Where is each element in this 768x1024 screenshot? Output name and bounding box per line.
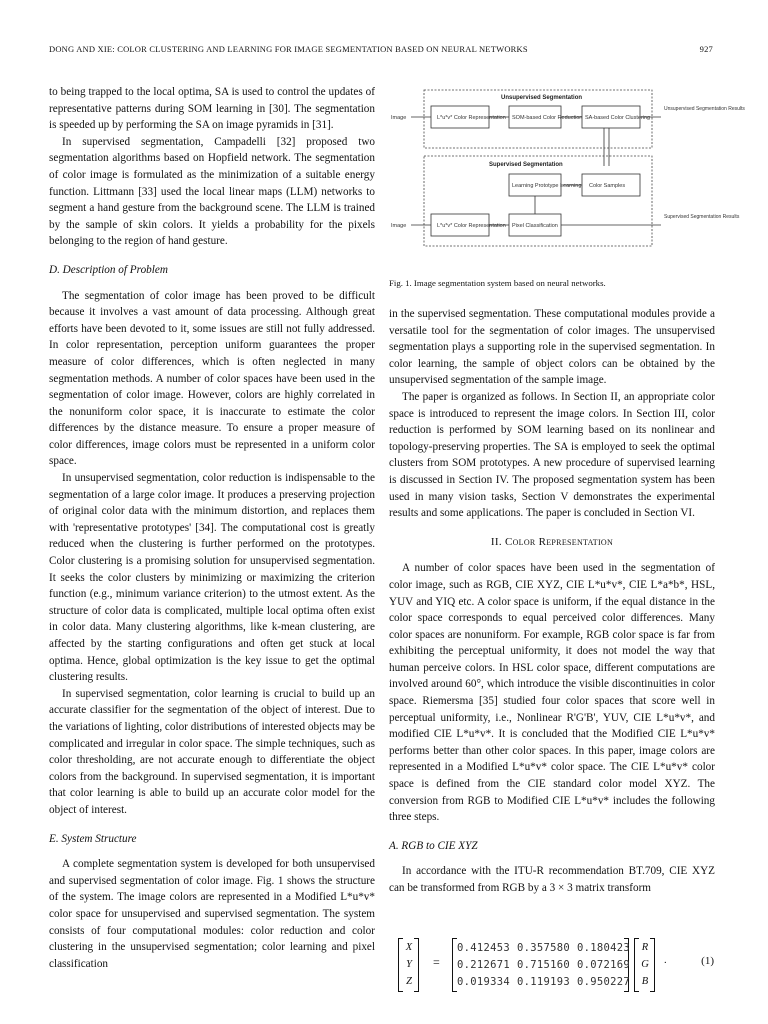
image-input-label-2: Image (391, 223, 407, 229)
running-header (49, 44, 713, 54)
matrix-cell: 0.119193 (517, 975, 570, 988)
paragraph: In unsupervised segmentation, color reduction is indispensable to the segmentation of a large color image. It produces a preserving projection of original color data with the minimum distortion, and replaces them with 'representative prototypes' [34]. The computational cost is greatly reduced when the clustering is further performed on the prototypes. Color clustering is a promising solution for unsupervised segmentation. It seeks the color clusters by minimizing or maximizing the criterion function (e.g., minimum variance criterion) to the utmost extent. As the structure of color data is complicated, multiple local optima often exist in color data. Many clustering algorithms, like k-mean clustering, are affected by the starting configurations and often get stuck at local optima. Hence, global optimization is the key issue to get the optimal clustering results. (49, 472, 375, 684)
figure-caption: Fig. 1. Image segmentation system based on neural networks. (389, 278, 606, 288)
equals-sign: = (433, 955, 440, 969)
color-representation-label: L*u*v* Color Representation (437, 115, 506, 121)
lhs-x: X (405, 942, 413, 953)
section-heading: D. Description of Problem (49, 263, 168, 276)
system-diagram (389, 82, 745, 262)
paragraph: In accordance with the ITU-R recommendation BT.709, CIE XYZ can be transformed from RGB by a 3 × 3 matrix transform (389, 865, 715, 894)
sa-clustering-label: SA-based Color Clustering (585, 115, 651, 121)
paragraph: The paper is organized as follows. In Section II, an appropriate color space is introduced to represent the image colors. In Section III, color reduction is performed by SOM learning based on its nonlinear and topology-preserving properties. The SA is employed to seek the optimal clusters from SOM prototypes. A new procedure of supervised learning is discussed in Section IV. The proposed segmentation system has been used in many vision tasks, Section V demonstrates the experimental results and some applications. The paper is concluded in Section VI. (389, 390, 715, 520)
coefficient-matrix (450, 939, 630, 990)
paragraph: A complete segmentation system is developed for both unsupervised and supervised segmentation of color image. Fig. 1 shows the structure of the system. The image colors are represented in a Modified L*u*v* color space for unsupervised and supervised segmentation. The system consists of four computational modules: color reduction and color clustering in the unsupervised segmentation; color learning and pixel classification (49, 858, 375, 970)
supervised-group-title: Supervised Segmentation (489, 162, 563, 168)
matrix-cell: 0.357580 (517, 941, 570, 954)
right-column (389, 306, 715, 897)
lhs-z: Z (406, 976, 412, 987)
page-number: 927 (699, 44, 713, 54)
unsupervised-group-title: Unsupervised Segmentation (501, 95, 583, 101)
paragraph: The segmentation of color image has been proved to be difficult because it involves a vast amount of data processing. Although great efforts have been devoted to it, some issues are still not fully addressed. In color representation, perception uniform guarantees the proper measure of color differences, which is often neglected in many segmentation methods. A number of color spaces have been used in the segmentation of color image. However, colors are highly correlated in the nonuniform color space, it is inaccurate to estimate the color differences by the distance measure. To ensure a proper measure of color differences, image colors must be represented in a uniform color space. (49, 289, 375, 468)
matrix-cell: 0.412453 (457, 941, 510, 954)
paragraph: in the supervised segmentation. These computational modules provide a versatile tool for the segmentation of color images. The unsupervised segmentation plays a supporting role in the supervised segmentation. In color learning, the sample of object colors can be obtained by the unsupervised segmentation of the sample image. (389, 308, 715, 387)
paragraph: to being trapped to the local optima, SA is used to control the updates of representative patterns during SOM learning in [30]. The segmentation is speeded up by performing the SA on image pyramids in [31]. (49, 86, 375, 132)
equation-period: . (664, 955, 667, 966)
rhs-b: B (641, 976, 649, 987)
rhs-g: G (641, 959, 649, 970)
learning-label: Learning Prototype Learning (512, 183, 582, 189)
paragraph: A number of color spaces have been used in the segmentation of color image, such as RGB, CIE XYZ, CIE L*u*v*, CIE L*a*b*, HSL, YUV and YIQ etc. A color space is uniform, if the equal distance in the color space corresponds to equal perceived color differences. Many color spaces are nonuniform. For example, RGB color space is far from exhibiting the perceptual uniformity, it does not model the way that human perceive colors. In HSL color space, different computations are involved around 60°, which introduce the visible discontinuities in color space. Riemersma [35] studied four color spaces that score well in perceptual uniformity, i.e., Nonlinear R'G'B', YUV, CIE L*u*v*, and modified CIE L*u*v*. It is concluded that the Modified CIE L*u*v* performs better than other color spaces. In this paper, image colors are represented in a Modified L*u*v* color space. The CIE L*u*v* color space is defined from the CIE standard color model XYZ. The conversion from RGB to Modified CIE L*u*v* includes the following three steps. (389, 562, 715, 824)
som-reduction-label: SOM-based Color Reduction (512, 115, 583, 121)
paragraph: In supervised segmentation, Campadelli [32] proposed two segmentation algorithms based on Hopfield network. The segmentation of color image is formulated as the minimization of a suitable energy function. Littmann [33] used the local linear maps (LLM) networks to segment a hand gesture from the background scene. The LLM is trained by the sample of skin colors. It yields a probability for the pixels belonging to the region of hand gesture. (49, 135, 375, 248)
color-samples-label: Color Samples (589, 183, 626, 189)
image-input-label: Image (391, 115, 407, 121)
matrix-cell: 0.950227 (577, 975, 630, 988)
matrix-cell: 0.212671 (457, 958, 510, 971)
section-heading: E. System Structure (49, 832, 137, 845)
lhs-vector (402, 939, 416, 990)
figure-1 (389, 82, 745, 262)
matrix-cell: 0.019334 (457, 975, 510, 988)
equation-number: (1) (701, 955, 714, 967)
paragraph: In supervised segmentation, color learning is crucial to build up an accurate classifier for the segmentation of the object of interest. Due to the variations of lighting, color distributions of interested objects may be complicated and irregular in color space. The simple techniques, such as color thresholding, are not accurate enough to differentiate the object colors from the background. In supervised segmentation, it is important that color learning is able to build up an accurate color model for the object of interest. (49, 687, 375, 816)
color-representation-label-2: L*u*v* Color Representation (437, 223, 506, 229)
lhs-y: Y (406, 959, 412, 970)
section-heading: II. Color Representation (490, 535, 614, 548)
matrix-cell: 0.180423 (577, 941, 630, 954)
pixel-classification-label: Pixel Classification (512, 223, 558, 229)
subsection-heading: A. RGB to CIE XYZ (389, 839, 478, 852)
rhs-vector (638, 939, 652, 990)
equation-1 (398, 938, 718, 992)
left-column (49, 84, 375, 972)
running-title: DONG AND XIE: COLOR CLUSTERING AND LEARNING FOR IMAGE SEGMENTATION BASED ON NEURAL NETWORKS (49, 44, 528, 54)
unsupervised-output-label: Unsupervised Segmentation Results (664, 106, 745, 112)
rhs-r: R (641, 942, 649, 953)
matrix-cell: 0.072169 (577, 958, 630, 971)
matrix-cell: 0.715160 (517, 958, 570, 971)
supervised-output-label: Supervised Segmentation Results (664, 214, 740, 220)
